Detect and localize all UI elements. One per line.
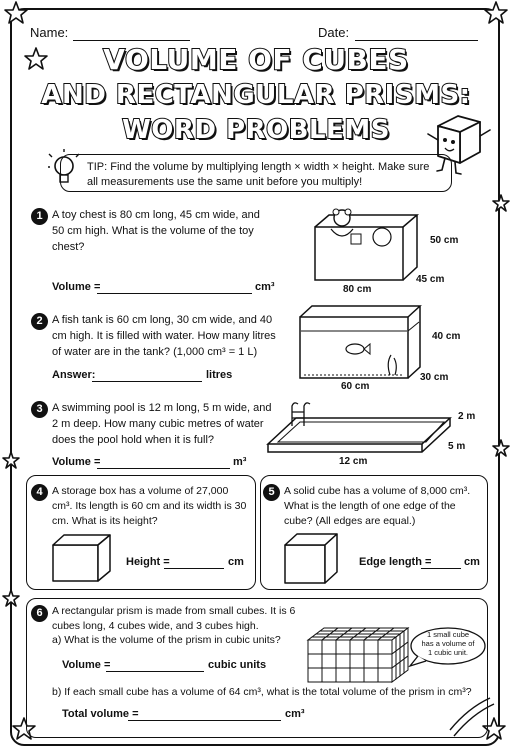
q5-answer-input[interactable] — [421, 568, 461, 569]
small-cube-face — [350, 668, 364, 682]
q6b-answer-input[interactable] — [128, 720, 281, 721]
star-icon — [3, 590, 19, 606]
q6a-answer-label: Volume = — [62, 659, 111, 671]
q2-answer-label: Answer: — [52, 369, 96, 381]
small-cube-face — [336, 668, 350, 682]
solid-cube-illustration — [282, 531, 342, 585]
star-icon — [5, 2, 27, 23]
shooting-star-icon — [448, 690, 498, 740]
date-label: Date: — [318, 25, 350, 40]
small-cube-face — [336, 640, 350, 654]
q5-answer-label: Edge length = — [359, 556, 432, 568]
small-cube-face — [396, 662, 400, 679]
star-icon — [493, 195, 509, 211]
fish-tank-illustration — [298, 303, 428, 385]
q3-answer-label: Volume = — [52, 456, 101, 468]
question-number-4: 4 — [31, 484, 48, 501]
q3-height-label: 2 m — [458, 411, 476, 422]
q2-unit: litres — [206, 369, 233, 381]
q2-answer-input[interactable] — [92, 381, 202, 382]
small-cube-face — [308, 654, 322, 668]
date-input[interactable] — [355, 40, 478, 41]
swimming-pool-illustration — [262, 400, 457, 458]
q6b-answer-label: Total volume = — [62, 708, 139, 720]
small-cube-face — [350, 654, 364, 668]
small-cube-face — [378, 668, 392, 682]
question-2-text: A fish tank is 60 cm long, 30 cm wide, and 40 cm high. It is filled with water. How many litres of water are in the tank? (1,000 cm³ = 1 L) — [52, 314, 276, 358]
q1-length-label: 80 cm — [343, 284, 372, 295]
q4-answer-input[interactable] — [164, 568, 224, 569]
q1-answer-label: Volume = — [52, 281, 101, 293]
question-number-6: 6 — [31, 605, 48, 622]
title-line-1: VOLUME OF CUBES — [103, 43, 409, 76]
name-input[interactable] — [73, 40, 190, 41]
q2-width-label: 30 cm — [420, 372, 449, 383]
toy-chest-illustration — [305, 207, 430, 287]
small-cube-face — [322, 654, 336, 668]
question-1-text: A toy chest is 80 cm long, 45 cm wide, and 50 cm high. What is the volume of the toy chest? — [52, 209, 260, 253]
star-icon — [3, 452, 19, 468]
small-cube-face — [336, 654, 350, 668]
question-6-part-a: a) What is the volume of the prism in cubic units? — [52, 634, 281, 646]
speech-bubble-text: 1 small cube has a volume of 1 cubic unit. — [421, 630, 475, 657]
small-cube-face — [308, 640, 322, 654]
question-3-text: A swimming pool is 12 m long, 5 m wide, and 2 m deep. How many cubic metres of water does the pool hold when it is full? — [52, 402, 272, 446]
small-cube-face — [308, 668, 322, 682]
q2-height-label: 40 cm — [432, 331, 461, 342]
small-cube-face — [364, 668, 378, 682]
q4-answer-label: Height = — [126, 556, 170, 568]
name-label: Name: — [30, 25, 69, 40]
q3-unit: m³ — [233, 456, 247, 468]
question-number-2: 2 — [31, 313, 48, 330]
small-cube-face — [322, 640, 336, 654]
small-cube-face — [378, 654, 392, 668]
q5-unit: cm — [464, 556, 480, 568]
question-4-text: A storage box has a volume of 27,000 cm³. Its length is 60 cm and its width is 30 cm. What is its height? — [52, 485, 247, 527]
title-line-2: AND RECTANGULAR PRISMS: — [41, 80, 471, 110]
small-cube-face — [322, 668, 336, 682]
small-cube-face — [378, 640, 392, 654]
small-cube-face — [350, 640, 364, 654]
q1-height-label: 50 cm — [430, 235, 459, 246]
q1-answer-input[interactable] — [97, 293, 252, 294]
q4-unit: cm — [228, 556, 244, 568]
small-cube-face — [364, 640, 378, 654]
small-cube-face — [392, 665, 396, 682]
q6b-unit: cm³ — [285, 708, 305, 720]
storage-box-illustration — [50, 531, 116, 585]
q1-unit: cm³ — [255, 281, 275, 293]
q2-length-label: 60 cm — [341, 381, 370, 392]
cube-prism-illustration — [304, 624, 416, 684]
star-icon — [493, 440, 509, 456]
title-line-3: WORD PROBLEMS — [122, 115, 390, 145]
question-6-part-b: b) If each small cube has a volume of 64 cm³, what is the total volume of the prism in cm³? — [52, 686, 472, 698]
tip-box: TIP: Find the volume by multiplying length × width × height. Make sure all measurements use the same unit before you multiply! — [60, 154, 452, 192]
star-icon — [485, 2, 507, 23]
question-5-text: A solid cube has a volume of 8,000 cm³. What is the length of one edge of the cube? (All edges are equal.) — [284, 485, 471, 527]
q3-width-label: 5 m — [448, 441, 466, 452]
question-6-text: A rectangular prism is made from small cubes. It is 6 cubes long, 4 cubes wide, and 3 cubes high. — [52, 605, 296, 632]
q3-length-label: 12 cm — [339, 456, 368, 467]
question-number-1: 1 — [31, 208, 48, 225]
q6a-answer-input[interactable] — [106, 671, 204, 672]
q6a-unit: cubic units — [208, 659, 267, 671]
small-cube-face — [400, 659, 404, 676]
question-number-5: 5 — [263, 484, 280, 501]
question-number-3: 3 — [31, 401, 48, 418]
q1-width-label: 45 cm — [416, 274, 445, 285]
small-cube-face — [364, 654, 378, 668]
q3-answer-input[interactable] — [97, 468, 230, 469]
